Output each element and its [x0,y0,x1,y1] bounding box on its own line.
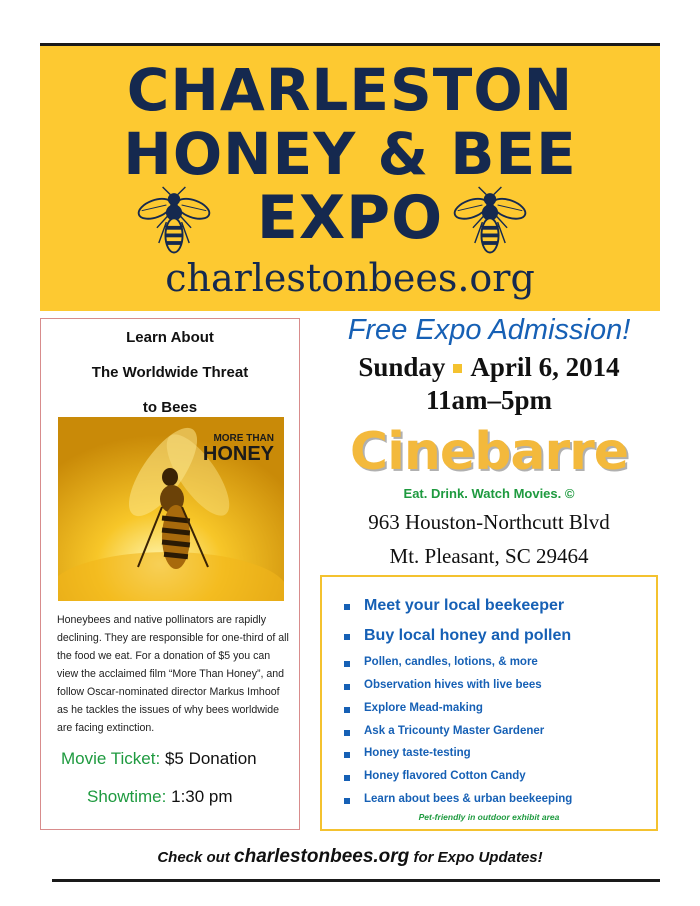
showtime-value: 1:30 pm [171,787,233,806]
bottom-rule [52,879,660,882]
activity-label: Explore Mead-making [364,702,483,714]
square-bullet-icon [344,752,350,758]
bee-icon [136,186,212,262]
event-day: Sunday [358,352,446,382]
square-bullet-icon [344,684,350,690]
activity-item [364,656,538,668]
poster-title [203,433,274,464]
venue-address-line1: 963 Houston-Northcutt Blvd [368,510,610,534]
event-date-value: April 6, 2014 [470,352,620,382]
activity-item [364,627,571,645]
ticket-label: Movie Ticket: [61,749,161,768]
banner-url[interactable]: charlestonbees.org [165,256,535,300]
activity-item [364,770,526,782]
activities-panel [320,575,658,831]
activity-item [364,702,483,714]
venue-tagline: Eat. Drink. Watch Movies. © [403,486,575,501]
activity-label: Honey taste-testing [364,747,471,759]
activity-item [364,793,572,805]
activity-item [364,747,471,759]
banner-title-line3: EXPO [256,183,444,253]
banner-title-line2: HONEY & BEE [123,120,577,188]
film-heading-line1: Learn About [126,329,214,346]
venue-address-line2: Mt. Pleasant, SC 29464 [389,544,589,568]
activity-label: Buy local honey and pollen [364,627,572,644]
square-bullet-icon [344,604,350,610]
square-bullet-icon [344,798,350,804]
activity-label: Honey flavored Cotton Candy [364,770,526,782]
footer-prefix: Check out [157,849,235,866]
activity-label: Meet your local beekeeper [364,597,565,614]
film-description: Honeybees and native pollinators are rapidly declining. They are responsible for one-third of all the food we eat. For a donation of $5 you can view the acclaimed film “More Than Honey”, and follow Oscar-nominated director Markus Imhoof as he tackles the issues of why bees worldwide are facing extinction. [57,614,289,734]
square-bullet-icon [344,730,350,736]
activity-item [364,597,564,615]
activity-label: Ask a Tricounty Master Gardener [364,725,545,737]
banner-title-line1: CHARLESTON [126,56,574,124]
activity-label: Pollen, candles, lotions, & more [364,656,538,668]
film-heading-line2: The Worldwide Threat [91,364,249,381]
square-bullet-icon [344,707,350,713]
square-bullet-icon [344,775,350,781]
film-heading-line3: to Bees [142,399,198,416]
venue-name: Cinebarre [349,422,629,482]
showtime-label: Showtime: [87,787,167,806]
square-bullet-icon [344,634,350,640]
activity-item [364,679,542,691]
showtime-line [87,787,233,807]
film-poster-image [58,417,284,601]
activity-item [364,725,544,737]
activity-label: Observation hives with live bees [364,679,542,691]
header-banner [40,46,660,311]
poster-title-line2: HONEY [202,443,274,465]
admission-heading: Free Expo Admission! [347,314,631,346]
square-bullet-icon [453,364,462,373]
movie-ticket-line [61,749,257,769]
footer-url[interactable]: charlestonbees.org [234,846,410,867]
square-bullet-icon [344,661,350,667]
poster-title-line1: MORE THAN [213,433,274,444]
ticket-value: $5 Donation [164,749,257,768]
bee-icon [452,186,528,262]
film-panel [40,318,300,830]
pet-friendly-note: Pet-friendly in outdoor exhibit area [418,812,560,822]
footer-message [40,846,660,868]
footer-suffix: for Expo Updates! [409,849,543,866]
event-date [318,352,660,383]
activity-label: Learn about bees & urban beekeeping [364,793,573,805]
event-time: 11am–5pm [425,385,552,415]
